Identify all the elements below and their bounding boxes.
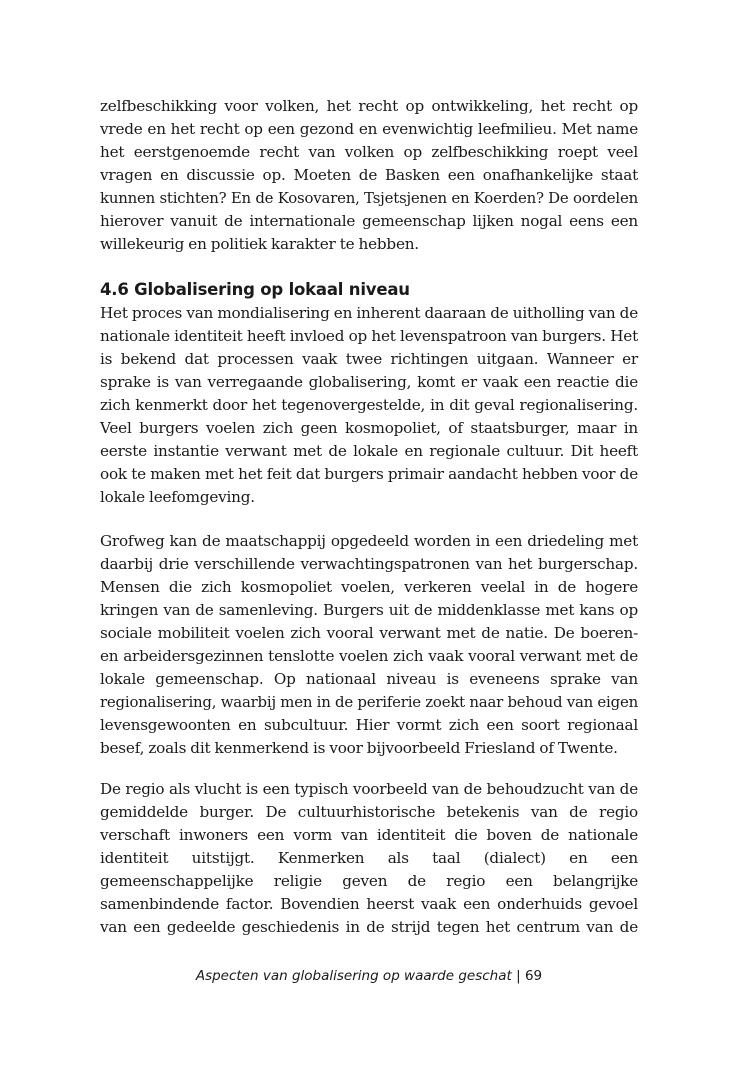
paragraph-1 <box>100 95 638 256</box>
paragraph-line: nationale identiteit heeft invloed op het levenspatroon van burgers. Het <box>100 327 638 345</box>
paragraph-line: levensgewoonten en subcultuur. Hier vormt zich een soort regionaal <box>100 716 638 734</box>
paragraph-line: hierover vanuit de internationale gemeenschap lijken nogal eens een <box>100 212 638 230</box>
paragraph-line: en arbeidersgezinnen tenslotte voelen zich vaak vooral verwant met de <box>100 647 638 665</box>
paragraph-line: gemiddelde burger. De cultuurhistorische betekenis van de regio <box>100 803 638 821</box>
paragraph-line: sprake is van verregaande globalisering, komt er vaak een reactie die <box>100 373 638 391</box>
paragraph-line: samenbindende factor. Bovendien heerst vaak een onderhuids gevoel <box>100 895 638 913</box>
paragraph-line: lokale leefomgeving. <box>100 488 255 506</box>
paragraph-line: sociale mobiliteit voelen zich vooral verwant met de natie. De boeren- <box>100 624 638 642</box>
paragraph-line: kunnen stichten? En de Kosovaren, Tsjetsjenen en Koerden? De oordelen <box>100 189 638 207</box>
paragraph-line: daarbij drie verschillende verwachtingspatronen van het burgerschap. <box>100 555 638 573</box>
running-title: Aspecten van globalisering op waarde geschat <box>195 968 512 984</box>
paragraph-line: Veel burgers voelen zich geen kosmopoliet, of staatsburger, maar in <box>100 419 638 437</box>
paragraph-line: het eerstgenoemde recht van volken op zelfbeschikking roept veel <box>100 143 638 161</box>
paragraph-line: verschaft inwoners een vorm van identiteit die boven de nationale <box>100 826 638 844</box>
paragraph-3 <box>100 530 638 760</box>
footer-separator: | <box>516 968 521 984</box>
paragraph-line: vrede en het recht op een gezond en evenwichtig leefmilieu. Met name <box>100 120 638 138</box>
page-footer <box>0 966 738 986</box>
paragraph-line: kringen van de samenleving. Burgers uit de middenklasse met kans op <box>100 601 638 619</box>
paragraph-line: zich kenmerkt door het tegenovergestelde, in dit geval regionalisering. <box>100 396 638 414</box>
section-heading: 4.6 Globalisering op lokaal niveau <box>100 280 410 299</box>
paragraph-line: Grofweg kan de maatschappij opgedeeld worden in een driedeling met <box>100 532 638 550</box>
paragraph-4 <box>100 778 638 939</box>
page-number: 69 <box>524 968 543 984</box>
paragraph-line: ook te maken met het feit dat burgers primair aandacht hebben voor de <box>100 465 638 483</box>
paragraph-line: eerste instantie verwant met de lokale en regionale cultuur. Dit heeft <box>100 442 638 460</box>
paragraph-line: Mensen die zich kosmopoliet voelen, verkeren veelal in de hogere <box>100 578 638 596</box>
paragraph-2 <box>100 302 638 509</box>
paragraph-line: De regio als vlucht is een typisch voorbeeld van de behoudzucht van de <box>100 780 638 798</box>
paragraph-line: lokale gemeenschap. Op nationaal niveau is eveneens sprake van <box>100 670 638 688</box>
paragraph-line: van een gedeelde geschiedenis in de strijd tegen het centrum van de <box>100 918 638 936</box>
paragraph-line: Het proces van mondialisering en inherent daaraan de uitholling van de <box>100 304 638 322</box>
paragraph-line: is bekend dat processen vaak twee richtingen uitgaan. Wanneer er <box>100 350 638 368</box>
paragraph-line: identiteit uitstijgt. Kenmerken als taal (dialect) en een <box>100 849 638 867</box>
paragraph-line: besef, zoals dit kenmerkend is voor bijvoorbeeld Friesland of Twente. <box>100 739 618 757</box>
paragraph-line: willekeurig en politiek karakter te hebben. <box>100 235 419 253</box>
paragraph-line: vragen en discussie op. Moeten de Basken een onafhankelijke staat <box>100 166 638 184</box>
paragraph-line: gemeenschappelijke religie geven de regio een belangrijke <box>100 872 638 890</box>
paragraph-line: regionalisering, waarbij men in de periferie zoekt naar behoud van eigen <box>100 693 638 711</box>
paragraph-line: zelfbeschikking voor volken, het recht op ontwikkeling, het recht op <box>100 97 638 115</box>
